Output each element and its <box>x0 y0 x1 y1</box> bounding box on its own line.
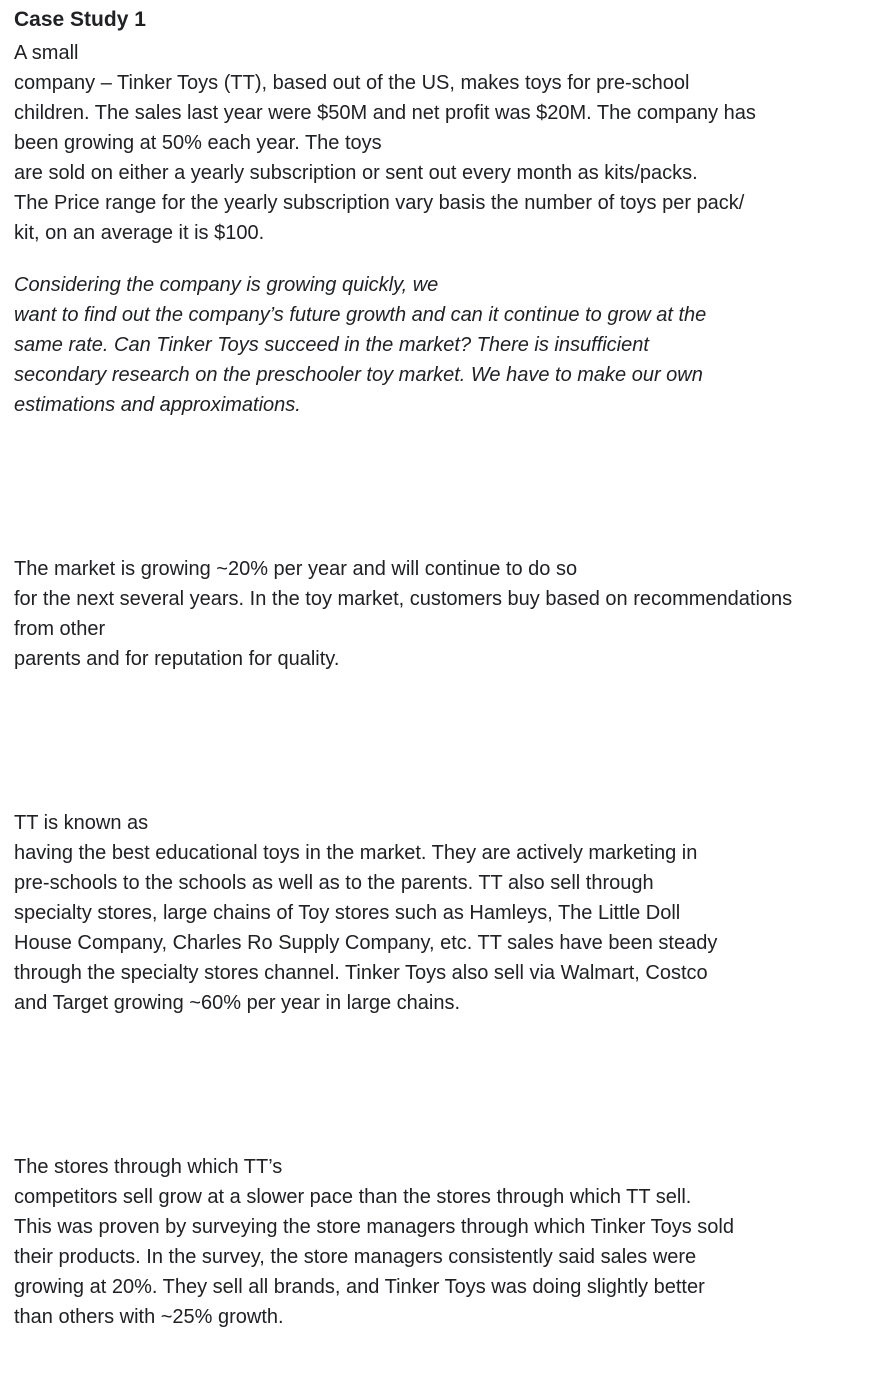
paragraph-market-growth <box>14 554 792 674</box>
paragraph-line: Considering the company is growing quickly, we <box>14 274 439 296</box>
paragraph-line: through the specialty stores channel. Tinker Toys also sell via Walmart, Costco <box>14 962 708 984</box>
paragraph-line: want to find out the company’s future growth and can it continue to grow at the <box>14 304 707 326</box>
paragraph-line: their products. In the survey, the store managers consistently said sales were <box>14 1246 697 1268</box>
paragraph-line: The Price range for the yearly subscription vary basis the number of toys per pack/ <box>14 192 745 214</box>
paragraph-line: children. The sales last year were $50M and net profit was $20M. The company has <box>14 102 756 124</box>
paragraph-line: company – Tinker Toys (TT), based out of the US, makes toys for pre-school <box>14 72 690 94</box>
paragraph-line: pre-schools to the schools as well as to the parents. TT also sell through <box>14 872 654 894</box>
paragraph-store-survey <box>14 1152 734 1332</box>
paragraph-line: are sold on either a yearly subscription or sent out every month as kits/packs. <box>14 162 698 184</box>
paragraph-line: specialty stores, large chains of Toy stores such as Hamleys, The Little Doll <box>14 902 681 924</box>
paragraph-objective <box>14 270 706 420</box>
paragraph-line: TT is known as <box>14 812 149 834</box>
document-title: Case Study 1 <box>14 8 146 31</box>
paragraph-line: than others with ~25% growth. <box>14 1306 284 1328</box>
paragraph-line: from other <box>14 618 106 640</box>
paragraph-line: The stores through which TT’s <box>14 1156 283 1178</box>
paragraph-line: The market is growing ~20% per year and will continue to do so <box>14 558 578 580</box>
paragraph-line: competitors sell grow at a slower pace than the stores through which TT sell. <box>14 1186 692 1208</box>
paragraph-line: House Company, Charles Ro Supply Company, etc. TT sales have been steady <box>14 932 718 954</box>
paragraph-line: growing at 20%. They sell all brands, and Tinker Toys was doing slightly better <box>14 1276 705 1298</box>
paragraph-line: and Target growing ~60% per year in large chains. <box>14 992 461 1014</box>
title-block <box>14 0 146 36</box>
paragraph-line: same rate. Can Tinker Toys succeed in the market? There is insufficient <box>14 334 649 356</box>
paragraph-line: kit, on an average it is $100. <box>14 222 265 244</box>
paragraph-line: having the best educational toys in the market. They are actively marketing in <box>14 842 698 864</box>
paragraph-line: estimations and approximations. <box>14 394 301 416</box>
paragraph-line: for the next several years. In the toy market, customers buy based on recommendations <box>14 588 793 610</box>
paragraph-line: A small <box>14 42 79 64</box>
paragraph-company-overview <box>14 38 756 248</box>
paragraph-line: secondary research on the preschooler toy market. We have to make our own <box>14 364 703 386</box>
paragraph-line: been growing at 50% each year. The toys <box>14 132 382 154</box>
paragraph-sales-channels <box>14 808 717 1018</box>
paragraph-line: parents and for reputation for quality. <box>14 648 340 670</box>
paragraph-line: This was proven by surveying the store managers through which Tinker Toys sold <box>14 1216 734 1238</box>
